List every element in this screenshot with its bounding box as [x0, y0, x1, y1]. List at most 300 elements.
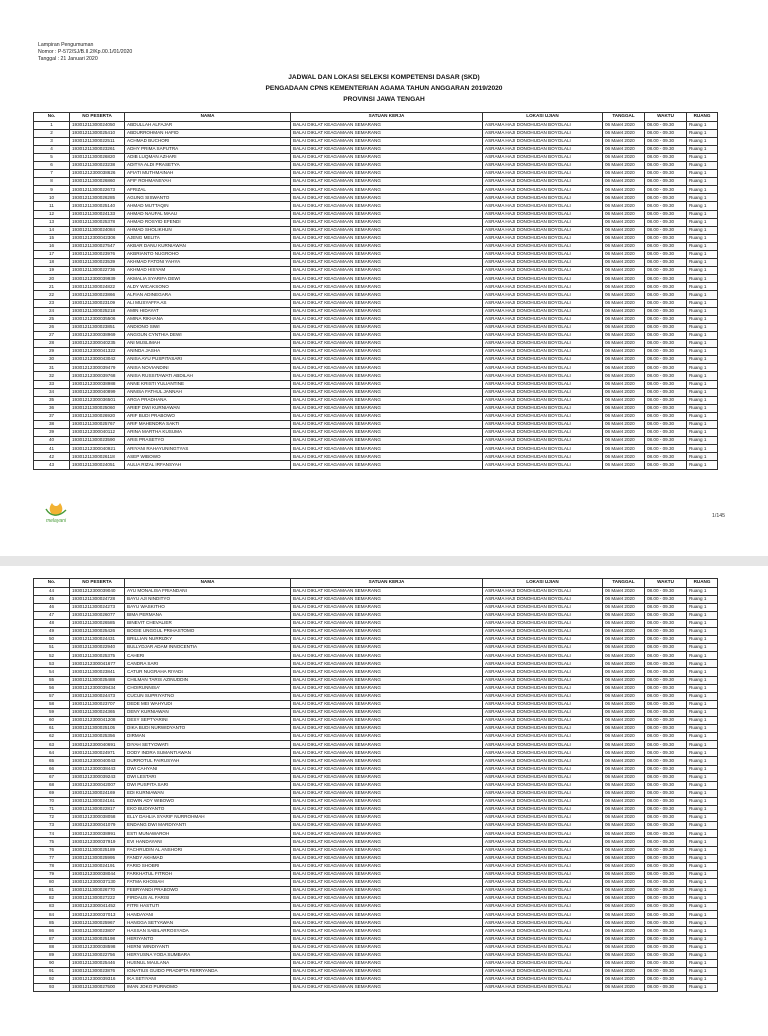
cell-no-peserta: 19301211300023109 [70, 299, 125, 307]
cell-nama: ARIYANI RAHAYUNINGTYAS [125, 445, 291, 453]
cell-tanggal: 06 Maret 2020 [603, 700, 645, 708]
cell-satuan-kerja: BALAI DIKLAT KEAGAMAAN SEMARANG [291, 429, 483, 437]
cell-satuan-kerja: BALAI DIKLAT KEAGAMAAN SEMARANG [291, 161, 483, 169]
cell-tanggal: 06 Maret 2020 [603, 186, 645, 194]
cell-lokasi-ujian: ASRAMA HAJI DONOHUDAN BOYOLALI [483, 741, 603, 749]
table-row [34, 757, 718, 765]
cell-ruang: Ruang 1 [687, 420, 718, 428]
cell-nama: AGUNG SISWANTO [125, 194, 291, 202]
cell-ruang: Ruang 1 [687, 178, 718, 186]
cell-nama: EVI HANDAYANI [125, 838, 291, 846]
cell-nama: ANNISA FATHUL JANNAH [125, 388, 291, 396]
cell-ruang: Ruang 1 [687, 959, 718, 967]
table-row [34, 380, 718, 388]
cell-satuan-kerja: BALAI DIKLAT KEAGAMAAN SEMARANG [291, 700, 483, 708]
cell-satuan-kerja: BALAI DIKLAT KEAGAMAAN SEMARANG [291, 692, 483, 700]
table-row [34, 951, 718, 959]
table-row [34, 453, 718, 461]
cell-lokasi-ujian: ASRAMA HAJI DONOHUDAN BOYOLALI [483, 797, 603, 805]
cell-waktu: 08.00 - 09.30 [645, 708, 687, 716]
cell-no: 31 [34, 364, 70, 372]
cell-waktu: 08.00 - 09.30 [645, 870, 687, 878]
cell-waktu: 08.00 - 09.30 [645, 275, 687, 283]
cell-satuan-kerja: BALAI DIKLAT KEAGAMAAN SEMARANG [291, 380, 483, 388]
cell-lokasi-ujian: ASRAMA HAJI DONOHUDAN BOYOLALI [483, 725, 603, 733]
cell-lokasi-ujian: ASRAMA HAJI DONOHUDAN BOYOLALI [483, 291, 603, 299]
table-row [34, 627, 718, 635]
cell-lokasi-ujian: ASRAMA HAJI DONOHUDAN BOYOLALI [483, 388, 603, 396]
cell-no-peserta: 19301212300035506 [70, 315, 125, 323]
cell-ruang: Ruang 1 [687, 886, 718, 894]
cell-lokasi-ujian: ASRAMA HAJI DONOHUDAN BOYOLALI [483, 870, 603, 878]
cell-tanggal: 06 Maret 2020 [603, 275, 645, 283]
cell-waktu: 08.00 - 09.30 [645, 380, 687, 388]
cell-ruang: Ruang 1 [687, 878, 718, 886]
cell-satuan-kerja: BALAI DIKLAT KEAGAMAAN SEMARANG [291, 725, 483, 733]
cell-tanggal: 06 Maret 2020 [603, 789, 645, 797]
cell-lokasi-ujian: ASRAMA HAJI DONOHUDAN BOYOLALI [483, 789, 603, 797]
cell-waktu: 08.00 - 09.30 [645, 323, 687, 331]
cell-no: 22 [34, 291, 70, 299]
cell-no-peserta: 19301212300040899 [70, 388, 125, 396]
cell-no: 65 [34, 757, 70, 765]
cell-lokasi-ujian: ASRAMA HAJI DONOHUDAN BOYOLALI [483, 895, 603, 903]
cell-waktu: 08.00 - 09.30 [645, 797, 687, 805]
cell-lokasi-ujian: ASRAMA HAJI DONOHUDAN BOYOLALI [483, 878, 603, 886]
cell-lokasi-ujian: ASRAMA HAJI DONOHUDAN BOYOLALI [483, 587, 603, 595]
cell-lokasi-ujian: ASRAMA HAJI DONOHUDAN BOYOLALI [483, 619, 603, 627]
cell-satuan-kerja: BALAI DIKLAT KEAGAMAAN SEMARANG [291, 331, 483, 339]
cell-satuan-kerja: BALAI DIKLAT KEAGAMAAN SEMARANG [291, 291, 483, 299]
cell-nama: DIKA BUDI NURWIDYANTO [125, 725, 291, 733]
cell-tanggal: 06 Maret 2020 [603, 806, 645, 814]
cell-no: 10 [34, 194, 70, 202]
cell-ruang: Ruang 1 [687, 372, 718, 380]
cell-no-peserta: 19301211300025426 [70, 627, 125, 635]
table-row [34, 830, 718, 838]
cell-ruang: Ruang 1 [687, 283, 718, 291]
cell-ruang: Ruang 1 [687, 445, 718, 453]
cell-no-peserta: 19301212300037919 [70, 838, 125, 846]
cell-lokasi-ujian: ASRAMA HAJI DONOHUDAN BOYOLALI [483, 652, 603, 660]
table-row [34, 299, 718, 307]
cell-no-peserta: 19301211300022756 [70, 951, 125, 959]
cell-ruang: Ruang 1 [687, 927, 718, 935]
cell-lokasi-ujian: ASRAMA HAJI DONOHUDAN BOYOLALI [483, 854, 603, 862]
cell-lokasi-ujian: ASRAMA HAJI DONOHUDAN BOYOLALI [483, 129, 603, 137]
cell-no: 23 [34, 299, 70, 307]
cell-nama: ANDIONO SIWI [125, 323, 291, 331]
cell-no-peserta: 19301212300040235 [70, 340, 125, 348]
cell-ruang: Ruang 1 [687, 186, 718, 194]
cell-no: 8 [34, 178, 70, 186]
table-row [34, 153, 718, 161]
cell-satuan-kerja: BALAI DIKLAT KEAGAMAAN SEMARANG [291, 356, 483, 364]
cell-tanggal: 06 Maret 2020 [603, 692, 645, 700]
cell-lokasi-ujian: ASRAMA HAJI DONOHUDAN BOYOLALI [483, 886, 603, 894]
cell-satuan-kerja: BALAI DIKLAT KEAGAMAAN SEMARANG [291, 765, 483, 773]
table-row [34, 226, 718, 234]
cell-nama: ESTI MUNAWAROH [125, 830, 291, 838]
cell-no-peserta: 19301211300024169 [70, 789, 125, 797]
cell-tanggal: 06 Maret 2020 [603, 814, 645, 822]
cell-tanggal: 06 Maret 2020 [603, 636, 645, 644]
cell-satuan-kerja: BALAI DIKLAT KEAGAMAAN SEMARANG [291, 846, 483, 854]
cell-no: 32 [34, 372, 70, 380]
cell-nama: DODY INDRA SUMANTIAWAN [125, 749, 291, 757]
cell-satuan-kerja: BALAI DIKLAT KEAGAMAAN SEMARANG [291, 307, 483, 315]
table-row [34, 976, 718, 984]
cell-tanggal: 06 Maret 2020 [603, 453, 645, 461]
cell-ruang: Ruang 1 [687, 733, 718, 741]
cell-satuan-kerja: BALAI DIKLAT KEAGAMAAN SEMARANG [291, 129, 483, 137]
cell-satuan-kerja: BALAI DIKLAT KEAGAMAAN SEMARANG [291, 153, 483, 161]
cell-satuan-kerja: BALAI DIKLAT KEAGAMAAN SEMARANG [291, 976, 483, 984]
cell-lokasi-ujian: ASRAMA HAJI DONOHUDAN BOYOLALI [483, 708, 603, 716]
cell-satuan-kerja: BALAI DIKLAT KEAGAMAAN SEMARANG [291, 340, 483, 348]
cell-ruang: Ruang 1 [687, 259, 718, 267]
cell-nama: CAHERI [125, 652, 291, 660]
cell-no-peserta: 19301212300039243 [70, 773, 125, 781]
cell-lokasi-ujian: ASRAMA HAJI DONOHUDAN BOYOLALI [483, 951, 603, 959]
cell-satuan-kerja: BALAI DIKLAT KEAGAMAAN SEMARANG [291, 315, 483, 323]
cell-waktu: 08.00 - 09.30 [645, 348, 687, 356]
cell-lokasi-ujian: ASRAMA HAJI DONOHUDAN BOYOLALI [483, 757, 603, 765]
cell-tanggal: 06 Maret 2020 [603, 202, 645, 210]
table-header-row [34, 579, 718, 588]
cell-no-peserta: 19301211300025446 [70, 959, 125, 967]
cell-lokasi-ujian: ASRAMA HAJI DONOHUDAN BOYOLALI [483, 186, 603, 194]
cell-satuan-kerja: BALAI DIKLAT KEAGAMAAN SEMARANG [291, 145, 483, 153]
cell-tanggal: 06 Maret 2020 [603, 619, 645, 627]
cell-nama: CHILMAN TARIS AZINUDDIN [125, 676, 291, 684]
cell-no-peserta: 19301211300025967 [70, 919, 125, 927]
cell-ruang: Ruang 1 [687, 951, 718, 959]
melayani-logo-icon [36, 500, 76, 524]
cell-nama: EKO BUDIYANTO [125, 806, 291, 814]
cell-ruang: Ruang 1 [687, 741, 718, 749]
cell-no: 66 [34, 765, 70, 773]
table-row [34, 708, 718, 716]
cell-lokasi-ujian: ASRAMA HAJI DONOHUDAN BOYOLALI [483, 251, 603, 259]
announcement-header [38, 42, 132, 64]
cell-tanggal: 06 Maret 2020 [603, 137, 645, 145]
cell-nama: AMINA RIKHANA [125, 315, 291, 323]
cell-satuan-kerja: BALAI DIKLAT KEAGAMAAN SEMARANG [291, 453, 483, 461]
table-row [34, 145, 718, 153]
cell-nama: ARGA PRADHANA [125, 396, 291, 404]
cell-waktu: 08.00 - 09.30 [645, 299, 687, 307]
cell-tanggal: 06 Maret 2020 [603, 348, 645, 356]
cell-tanggal: 06 Maret 2020 [603, 129, 645, 137]
cell-nama: BULLYDJAR ADAM INNOCENTIA [125, 644, 291, 652]
cell-lokasi-ujian: ASRAMA HAJI DONOHUDAN BOYOLALI [483, 636, 603, 644]
cell-no-peserta: 19301211300024728 [70, 595, 125, 603]
cell-no: 18 [34, 259, 70, 267]
cell-no: 86 [34, 927, 70, 935]
table-row [34, 461, 718, 469]
cell-satuan-kerja: BALAI DIKLAT KEAGAMAAN SEMARANG [291, 789, 483, 797]
cell-satuan-kerja: BALAI DIKLAT KEAGAMAAN SEMARANG [291, 348, 483, 356]
cell-satuan-kerja: BALAI DIKLAT KEAGAMAAN SEMARANG [291, 587, 483, 595]
cell-no: 76 [34, 846, 70, 854]
cell-tanggal: 06 Maret 2020 [603, 210, 645, 218]
cell-waktu: 08.00 - 09.30 [645, 684, 687, 692]
cell-waktu: 08.00 - 09.30 [645, 210, 687, 218]
cell-lokasi-ujian: ASRAMA HAJI DONOHUDAN BOYOLALI [483, 364, 603, 372]
cell-lokasi-ujian: ASRAMA HAJI DONOHUDAN BOYOLALI [483, 627, 603, 635]
cell-tanggal: 06 Maret 2020 [603, 412, 645, 420]
cell-no-peserta: 19301212300041322 [70, 348, 125, 356]
table-row [34, 846, 718, 854]
cell-lokasi-ujian: ASRAMA HAJI DONOHUDAN BOYOLALI [483, 700, 603, 708]
cell-no-peserta: 19301211300023876 [70, 967, 125, 975]
cell-ruang: Ruang 1 [687, 437, 718, 445]
cell-no-peserta: 19301212300039768 [70, 372, 125, 380]
cell-satuan-kerja: BALAI DIKLAT KEAGAMAAN SEMARANG [291, 178, 483, 186]
table-row [34, 340, 718, 348]
cell-nama: IMAN JOKO PURNOMO [125, 984, 291, 992]
table-row [34, 595, 718, 603]
cell-nama: DWI CAHYANI [125, 765, 291, 773]
cell-satuan-kerja: BALAI DIKLAT KEAGAMAAN SEMARANG [291, 830, 483, 838]
cell-satuan-kerja: BALAI DIKLAT KEAGAMAAN SEMARANG [291, 814, 483, 822]
cell-no-peserta: 19301212300041208 [70, 717, 125, 725]
cell-tanggal: 06 Maret 2020 [603, 781, 645, 789]
cell-nama: BINEVIT CHEVALIER [125, 619, 291, 627]
cell-lokasi-ujian: ASRAMA HAJI DONOHUDAN BOYOLALI [483, 283, 603, 291]
table-row [34, 903, 718, 911]
cell-lokasi-ujian: ASRAMA HAJI DONOHUDAN BOYOLALI [483, 121, 603, 129]
cell-satuan-kerja: BALAI DIKLAT KEAGAMAAN SEMARANG [291, 717, 483, 725]
table-header-row [34, 113, 718, 122]
cell-nama: AFRIZAL [125, 186, 291, 194]
cell-waktu: 08.00 - 09.30 [645, 959, 687, 967]
cell-no-peserta: 19301211300027500 [70, 984, 125, 992]
cell-lokasi-ujian: ASRAMA HAJI DONOHUDAN BOYOLALI [483, 210, 603, 218]
cell-nama: AMIN HIDAYAT [125, 307, 291, 315]
cell-ruang: Ruang 1 [687, 652, 718, 660]
table-row [34, 927, 718, 935]
cell-waktu: 08.00 - 09.30 [645, 307, 687, 315]
table-row [34, 781, 718, 789]
cell-ruang: Ruang 1 [687, 595, 718, 603]
cell-waktu: 08.00 - 09.30 [645, 967, 687, 975]
cell-lokasi-ujian: ASRAMA HAJI DONOHUDAN BOYOLALI [483, 668, 603, 676]
cell-lokasi-ujian: ASRAMA HAJI DONOHUDAN BOYOLALI [483, 660, 603, 668]
cell-no: 28 [34, 340, 70, 348]
cell-ruang: Ruang 1 [687, 299, 718, 307]
cell-no-peserta: 19301212300041677 [70, 660, 125, 668]
cell-nama: ALDY WICAKSONO [125, 283, 291, 291]
cell-waktu: 08.00 - 09.30 [645, 445, 687, 453]
cell-nama: HERIYANTO [125, 935, 291, 943]
cell-tanggal: 06 Maret 2020 [603, 984, 645, 992]
cell-no: 52 [34, 652, 70, 660]
cell-no: 46 [34, 603, 70, 611]
cell-ruang: Ruang 1 [687, 396, 718, 404]
cell-nama: CHOIRUNNISA' [125, 684, 291, 692]
cell-no-peserta: 19301212300042007 [70, 781, 125, 789]
cell-no: 26 [34, 323, 70, 331]
cell-tanggal: 06 Maret 2020 [603, 242, 645, 250]
cell-tanggal: 06 Maret 2020 [603, 364, 645, 372]
cell-nama: CUCUN SUPRIYATNO [125, 692, 291, 700]
cell-no-peserta: 19301211300025105 [70, 725, 125, 733]
cell-no: 38 [34, 420, 70, 428]
cell-lokasi-ujian: ASRAMA HAJI DONOHUDAN BOYOLALI [483, 299, 603, 307]
cell-nama: ALI MUSYAFFA AS [125, 299, 291, 307]
table-row [34, 814, 718, 822]
cell-satuan-kerja: BALAI DIKLAT KEAGAMAAN SEMARANG [291, 644, 483, 652]
cell-waktu: 08.00 - 09.30 [645, 676, 687, 684]
cell-waktu: 08.00 - 09.30 [645, 202, 687, 210]
cell-no: 54 [34, 668, 70, 676]
cell-waktu: 08.00 - 09.30 [645, 846, 687, 854]
cell-tanggal: 06 Maret 2020 [603, 886, 645, 894]
cell-lokasi-ujian: ASRAMA HAJI DONOHUDAN BOYOLALI [483, 943, 603, 951]
column-header-lokasi-ujian: LOKASI UJIAN [483, 579, 603, 588]
cell-satuan-kerja: BALAI DIKLAT KEAGAMAAN SEMARANG [291, 218, 483, 226]
cell-satuan-kerja: BALAI DIKLAT KEAGAMAAN SEMARANG [291, 951, 483, 959]
cell-no-peserta: 19301211300024431 [70, 636, 125, 644]
table-row [34, 652, 718, 660]
cell-lokasi-ujian: ASRAMA HAJI DONOHUDAN BOYOLALI [483, 644, 603, 652]
cell-no: 37 [34, 412, 70, 420]
cell-waktu: 08.00 - 09.30 [645, 911, 687, 919]
table-row [34, 445, 718, 453]
cell-tanggal: 06 Maret 2020 [603, 878, 645, 886]
cell-ruang: Ruang 1 [687, 862, 718, 870]
cell-nama: AFIATI MUTHMAINAH [125, 170, 291, 178]
cell-tanggal: 06 Maret 2020 [603, 291, 645, 299]
cell-waktu: 08.00 - 09.30 [645, 283, 687, 291]
cell-ruang: Ruang 1 [687, 348, 718, 356]
cell-waktu: 08.00 - 09.30 [645, 717, 687, 725]
cell-ruang: Ruang 1 [687, 194, 718, 202]
cell-tanggal: 06 Maret 2020 [603, 684, 645, 692]
cell-tanggal: 06 Maret 2020 [603, 708, 645, 716]
cell-satuan-kerja: BALAI DIKLAT KEAGAMAAN SEMARANG [291, 797, 483, 805]
cell-no: 58 [34, 700, 70, 708]
cell-nama: ACHMAD BUCHORI [125, 137, 291, 145]
cell-ruang: Ruang 1 [687, 323, 718, 331]
table-row [34, 911, 718, 919]
header-line-3: Tanggal : 21 Januari 2020 [38, 56, 98, 63]
cell-lokasi-ujian: ASRAMA HAJI DONOHUDAN BOYOLALI [483, 453, 603, 461]
cell-no-peserta: 19301211300025189 [70, 846, 125, 854]
cell-nama: ARINA MARTHA KUSUMA [125, 429, 291, 437]
cell-lokasi-ujian: ASRAMA HAJI DONOHUDAN BOYOLALI [483, 822, 603, 830]
cell-lokasi-ujian: ASRAMA HAJI DONOHUDAN BOYOLALI [483, 161, 603, 169]
cell-no-peserta: 19301211300023851 [70, 323, 125, 331]
cell-nama: AJENG MELITA [125, 234, 291, 242]
cell-satuan-kerja: BALAI DIKLAT KEAGAMAAN SEMARANG [291, 412, 483, 420]
cell-no-peserta: 19301211300023866 [70, 291, 125, 299]
cell-no: 45 [34, 595, 70, 603]
cell-ruang: Ruang 1 [687, 903, 718, 911]
cell-no: 64 [34, 749, 70, 757]
cell-no: 14 [34, 226, 70, 234]
cell-waktu: 08.00 - 09.30 [645, 627, 687, 635]
cell-no: 77 [34, 854, 70, 862]
cell-lokasi-ujian: ASRAMA HAJI DONOHUDAN BOYOLALI [483, 259, 603, 267]
cell-satuan-kerja: BALAI DIKLAT KEAGAMAAN SEMARANG [291, 611, 483, 619]
cell-no-peserta: 19301212300037130 [70, 878, 125, 886]
cell-no-peserta: 19301212300043042 [70, 356, 125, 364]
cell-ruang: Ruang 1 [687, 822, 718, 830]
cell-satuan-kerja: BALAI DIKLAT KEAGAMAAN SEMARANG [291, 806, 483, 814]
cell-no: 90 [34, 959, 70, 967]
cell-no: 13 [34, 218, 70, 226]
cell-no: 48 [34, 619, 70, 627]
cell-ruang: Ruang 1 [687, 895, 718, 903]
cell-waktu: 08.00 - 09.30 [645, 372, 687, 380]
cell-waktu: 08.00 - 09.30 [645, 781, 687, 789]
cell-no-peserta: 19301211300022511 [70, 137, 125, 145]
cell-lokasi-ujian: ASRAMA HAJI DONOHUDAN BOYOLALI [483, 202, 603, 210]
cell-lokasi-ujian: ASRAMA HAJI DONOHUDAN BOYOLALI [483, 684, 603, 692]
column-header-satuan-kerja: SATUAN KERJA [291, 113, 483, 122]
cell-ruang: Ruang 1 [687, 773, 718, 781]
cell-lokasi-ujian: ASRAMA HAJI DONOHUDAN BOYOLALI [483, 380, 603, 388]
cell-satuan-kerja: BALAI DIKLAT KEAGAMAAN SEMARANG [291, 903, 483, 911]
cell-waktu: 08.00 - 09.30 [645, 420, 687, 428]
cell-waktu: 08.00 - 09.30 [645, 461, 687, 469]
table-row [34, 210, 718, 218]
cell-tanggal: 06 Maret 2020 [603, 773, 645, 781]
cell-waktu: 08.00 - 09.30 [645, 129, 687, 137]
cell-nama: FARID SHOBRI [125, 862, 291, 870]
title-line-2: PENGADAAN CPNS KEMENTERIAN AGAMA TAHUN ANGGARAN 2019/2020 [265, 85, 503, 92]
cell-no-peserta: 19301211300026860 [70, 178, 125, 186]
cell-satuan-kerja: BALAI DIKLAT KEAGAMAAN SEMARANG [291, 708, 483, 716]
cell-waktu: 08.00 - 09.30 [645, 412, 687, 420]
cell-no: 15 [34, 234, 70, 242]
cell-tanggal: 06 Maret 2020 [603, 587, 645, 595]
cell-tanggal: 06 Maret 2020 [603, 951, 645, 959]
cell-tanggal: 06 Maret 2020 [603, 404, 645, 412]
cell-waktu: 08.00 - 09.30 [645, 145, 687, 153]
cell-ruang: Ruang 1 [687, 789, 718, 797]
column-header-waktu: WAKTU [645, 579, 687, 588]
cell-waktu: 08.00 - 09.30 [645, 644, 687, 652]
cell-lokasi-ujian: ASRAMA HAJI DONOHUDAN BOYOLALI [483, 218, 603, 226]
cell-no-peserta: 19301211300023539 [70, 259, 125, 267]
cell-no-peserta: 19301212300038058 [70, 814, 125, 822]
table-row [34, 878, 718, 886]
cell-nama: HERYUSNA YODA SUMBARA [125, 951, 291, 959]
column-header-no-peserta: NO PESERTA [70, 113, 125, 122]
cell-no: 4 [34, 145, 70, 153]
cell-satuan-kerja: BALAI DIKLAT KEAGAMAAN SEMARANG [291, 757, 483, 765]
cell-tanggal: 06 Maret 2020 [603, 935, 645, 943]
cell-nama: ALFIAN ADINEGARA [125, 291, 291, 299]
table-row [34, 429, 718, 437]
cell-no-peserta: 19301211300024365 [70, 708, 125, 716]
cell-lokasi-ujian: ASRAMA HAJI DONOHUDAN BOYOLALI [483, 372, 603, 380]
cell-lokasi-ujian: ASRAMA HAJI DONOHUDAN BOYOLALI [483, 194, 603, 202]
table-row [34, 717, 718, 725]
cell-no: 88 [34, 943, 70, 951]
cell-nama: DESY SEPTYARINI [125, 717, 291, 725]
cell-ruang: Ruang 1 [687, 356, 718, 364]
cell-lokasi-ujian: ASRAMA HAJI DONOHUDAN BOYOLALI [483, 611, 603, 619]
cell-ruang: Ruang 1 [687, 668, 718, 676]
cell-no: 7 [34, 170, 70, 178]
cell-no-peserta: 19301211300026770 [70, 886, 125, 894]
cell-waktu: 08.00 - 09.30 [645, 692, 687, 700]
